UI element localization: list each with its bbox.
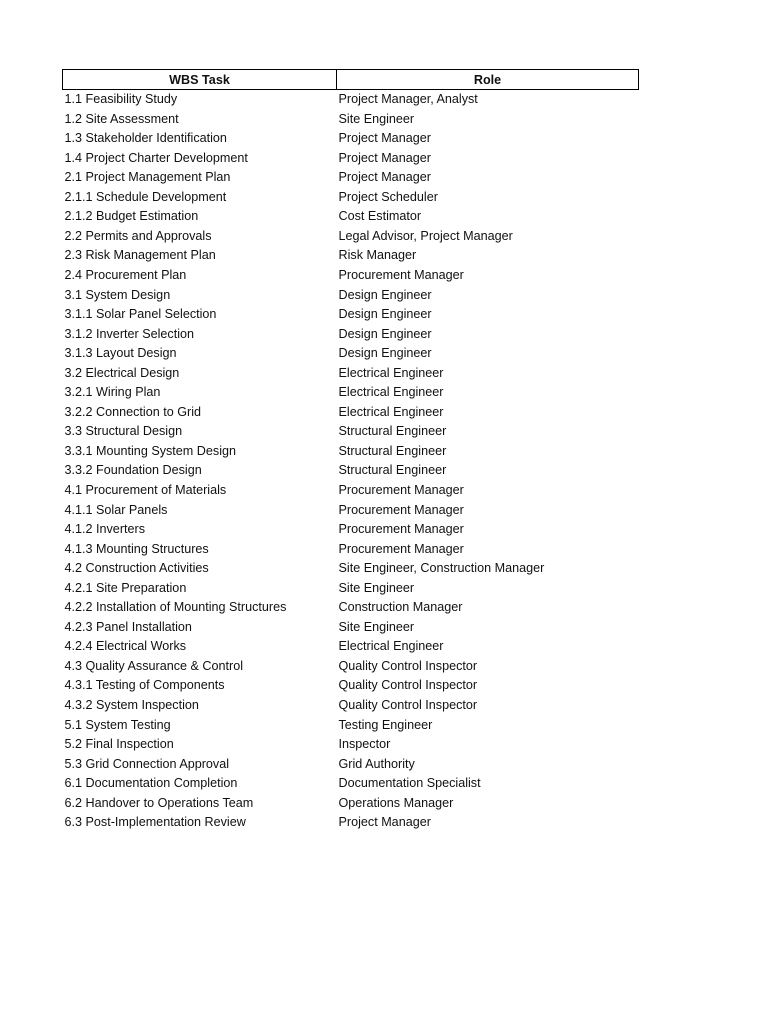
table-row <box>63 227 639 247</box>
wbs-task-cell: 4.1.3 Mounting Structures <box>64 541 209 556</box>
role-cell: Design Engineer <box>338 287 432 302</box>
table-row <box>63 813 639 833</box>
wbs-task-cell: 3.1.2 Inverter Selection <box>64 326 195 341</box>
role-cell: Risk Manager <box>338 248 417 263</box>
table-row <box>63 207 639 227</box>
table-row <box>63 481 639 501</box>
table-row <box>63 579 639 599</box>
wbs-task-cell: 6.1 Documentation Completion <box>64 776 238 791</box>
table-row <box>63 461 639 481</box>
role-cell: Operations Manager <box>338 795 454 810</box>
wbs-task-cell: 2.2 Permits and Approvals <box>64 228 212 243</box>
wbs-task-cell: 3.1 System Design <box>64 287 171 302</box>
role-cell: Cost Estimator <box>338 209 422 224</box>
wbs-task-cell: 1.2 Site Assessment <box>64 111 179 126</box>
table-row <box>63 755 639 775</box>
table-row <box>63 344 639 364</box>
role-cell: Electrical Engineer <box>338 385 444 400</box>
wbs-task-cell: 4.1 Procurement of Materials <box>64 483 227 497</box>
table-row <box>63 735 639 755</box>
table-row <box>63 657 639 677</box>
role-cell: Electrical Engineer <box>338 639 444 654</box>
wbs-task-cell: 4.2 Construction Activities <box>64 561 209 576</box>
table-header-row <box>63 70 639 90</box>
wbs-task-cell: 6.2 Handover to Operations Team <box>64 795 254 810</box>
wbs-task-cell: 4.2.1 Site Preparation <box>64 580 187 595</box>
wbs-task-cell: 4.2.4 Electrical Works <box>64 639 187 654</box>
table-row <box>63 90 639 110</box>
wbs-task-cell: 2.1.1 Schedule Development <box>64 189 227 204</box>
wbs-task-cell: 3.1.1 Solar Panel Selection <box>64 307 217 322</box>
table-row <box>63 129 639 149</box>
role-cell: Testing Engineer <box>338 717 433 732</box>
role-cell: Site Engineer, Construction Manager <box>338 561 545 576</box>
role-cell: Procurement Manager <box>338 267 464 282</box>
role-cell: Site Engineer <box>338 619 415 634</box>
role-cell: Electrical Engineer <box>338 365 444 380</box>
table-row <box>63 598 639 618</box>
header-wbs-task: WBS Task <box>63 70 337 90</box>
table-row <box>63 637 639 657</box>
table-row <box>63 500 639 520</box>
role-cell: Design Engineer <box>338 307 432 322</box>
role-cell: Structural Engineer <box>338 424 447 439</box>
wbs-task-cell: 2.1.2 Budget Estimation <box>64 209 199 224</box>
table-row <box>63 383 639 403</box>
role-cell: Project Manager <box>338 131 431 146</box>
wbs-task-cell: 3.3 Structural Design <box>64 424 183 439</box>
wbs-task-cell: 3.2 Electrical Design <box>64 365 180 380</box>
role-cell: Quality Control Inspector <box>338 698 478 713</box>
wbs-task-cell: 5.3 Grid Connection Approval <box>64 756 230 771</box>
table-row <box>63 442 639 462</box>
wbs-task-cell: 2.1 Project Management Plan <box>64 170 231 185</box>
table-row <box>63 110 639 130</box>
wbs-task-cell: 3.1.3 Layout Design <box>64 346 177 361</box>
role-cell: Procurement Manager <box>338 502 464 517</box>
wbs-task-cell: 4.3.1 Testing of Components <box>64 678 225 693</box>
wbs-task-cell: 5.2 Final Inspection <box>64 737 174 752</box>
wbs-task-cell: 4.1.2 Inverters <box>64 522 146 537</box>
table-row <box>63 305 639 325</box>
role-cell: Procurement Manager <box>338 541 464 556</box>
table-row <box>63 422 639 442</box>
wbs-role-table <box>62 69 639 833</box>
role-cell: Electrical Engineer <box>338 404 444 419</box>
table-row <box>63 696 639 716</box>
role-cell: Quality Control Inspector <box>338 658 478 673</box>
table-row <box>63 188 639 208</box>
role-cell: Procurement Manager <box>338 522 464 537</box>
table-row <box>63 794 639 814</box>
wbs-task-cell: 4.2.3 Panel Installation <box>64 619 192 634</box>
wbs-task-cell: 3.2.1 Wiring Plan <box>64 385 161 400</box>
table-row <box>63 168 639 188</box>
role-cell: Design Engineer <box>338 326 432 341</box>
table-row <box>63 266 639 286</box>
wbs-task-cell: 1.4 Project Charter Development <box>64 150 248 165</box>
wbs-task-cell: 1.3 Stakeholder Identification <box>64 131 227 146</box>
role-cell: Legal Advisor, Project Manager <box>338 228 513 243</box>
wbs-task-cell: 3.2.2 Connection to Grid <box>64 404 202 419</box>
wbs-task-cell: 1.1 Feasibility Study <box>64 92 178 107</box>
role-cell: Project Manager <box>338 815 431 830</box>
table-row <box>63 285 639 305</box>
wbs-task-cell: 2.3 Risk Management Plan <box>64 248 216 263</box>
role-cell: Project Scheduler <box>338 189 438 204</box>
wbs-task-cell: 4.1.1 Solar Panels <box>64 502 168 517</box>
role-cell: Project Manager <box>338 170 431 185</box>
wbs-task-cell: 3.3.1 Mounting System Design <box>64 443 237 458</box>
table-row <box>63 676 639 696</box>
role-cell: Inspector <box>338 737 391 752</box>
table-row <box>63 520 639 540</box>
table-body <box>63 90 639 833</box>
table-row <box>63 149 639 169</box>
role-cell: Design Engineer <box>338 346 432 361</box>
table-row <box>63 325 639 345</box>
role-cell: Grid Authority <box>338 756 415 771</box>
wbs-task-cell: 5.1 System Testing <box>64 717 171 732</box>
role-cell: Site Engineer <box>338 111 415 126</box>
header-role: Role <box>337 70 639 90</box>
table-row <box>63 716 639 736</box>
role-cell: Documentation Specialist <box>338 776 481 791</box>
wbs-task-cell: 4.2.2 Installation of Mounting Structures <box>64 600 287 615</box>
role-cell: Structural Engineer <box>338 463 447 478</box>
role-cell: Structural Engineer <box>338 443 447 458</box>
table-row <box>63 246 639 266</box>
wbs-task-cell: 4.3.2 System Inspection <box>64 698 199 713</box>
role-cell: Quality Control Inspector <box>338 678 478 693</box>
role-cell: Procurement Manager <box>338 483 464 497</box>
wbs-task-cell: 6.3 Post-Implementation Review <box>64 815 246 830</box>
table-row <box>63 618 639 638</box>
role-cell: Site Engineer <box>338 580 415 595</box>
wbs-task-cell: 2.4 Procurement Plan <box>64 267 187 282</box>
table-row <box>63 559 639 579</box>
table-row <box>63 774 639 794</box>
table-row <box>63 364 639 384</box>
role-cell: Construction Manager <box>338 600 463 615</box>
role-cell: Project Manager, Analyst <box>338 92 478 107</box>
wbs-task-cell: 3.3.2 Foundation Design <box>64 463 202 478</box>
role-cell: Project Manager <box>338 150 431 165</box>
wbs-task-cell: 4.3 Quality Assurance & Control <box>64 658 244 673</box>
table-row <box>63 540 639 560</box>
table-row <box>63 403 639 423</box>
